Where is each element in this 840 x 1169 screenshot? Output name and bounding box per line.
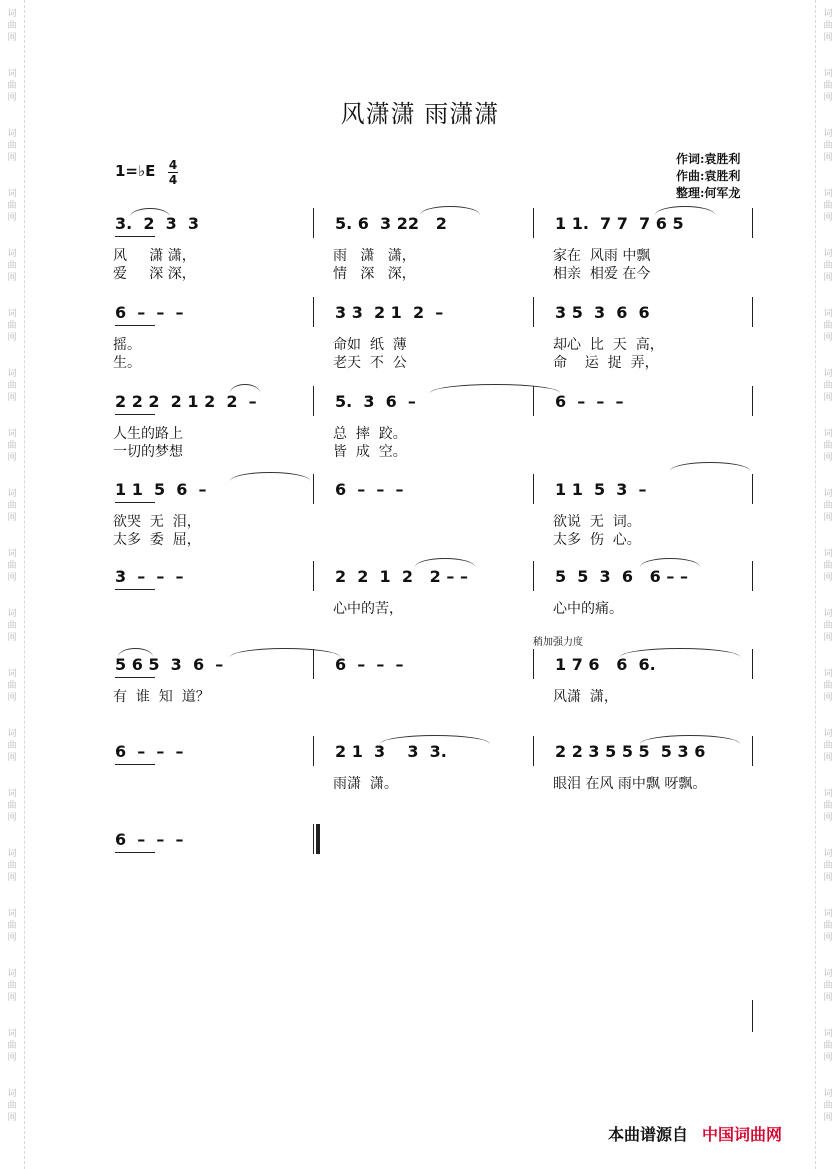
watermark-glyph: 词 曲 网 (823, 669, 833, 703)
watermark-glyph: 词 曲 网 (7, 729, 17, 763)
lyric-verse-1: 心中的苦， (333, 601, 403, 617)
lyric-verse-2: 太多 委 屈， (113, 532, 201, 548)
measure-notes: 2 2 3 5 5 5 5 3 6 (555, 742, 706, 761)
measure-notes: 1 1 5 3 – (555, 480, 647, 499)
lyric-verse-1: 欲说 无 词。 (553, 514, 641, 530)
watermark-glyph: 词 曲 网 (823, 129, 833, 163)
slur-mark (640, 558, 700, 567)
watermark-glyph: 词 曲 网 (7, 1029, 17, 1063)
lyric-verse-2: 爱 深 深， (113, 266, 196, 282)
lyric-verse-1: 总 摔 跤。 (333, 426, 407, 442)
watermark-glyph: 词 曲 网 (823, 429, 833, 463)
barline-stub (752, 1000, 753, 1032)
barline (533, 561, 534, 591)
song-title: 风潇潇 雨潇潇 (340, 100, 500, 128)
lyric-verse-1: 却心 比 天 高， (553, 337, 664, 353)
composer-credit: 作曲:袁胜利 (676, 169, 741, 183)
watermark-glyph: 词 曲 网 (823, 729, 833, 763)
measure-notes: 5. 6 3 22 2 (335, 214, 447, 233)
lyric-verse-1: 眼泪 在风 雨中飘 呀飘。 (553, 776, 707, 792)
beam-line (115, 414, 155, 415)
measure-notes: 2 1 3 3 3. (335, 742, 447, 761)
barline (752, 208, 753, 238)
arranger-credit: 整理:何军龙 (676, 186, 741, 200)
barline (533, 736, 534, 766)
measure-notes: 3 5 3 6 6 (555, 303, 650, 322)
lyric-verse-1: 命如 纸 薄 (333, 337, 407, 353)
beam-line (115, 764, 155, 765)
slur-mark (230, 472, 310, 481)
lyric-verse-2: 老天 不 公 (333, 355, 407, 371)
watermark-glyph: 词 曲 网 (7, 549, 17, 583)
barline (752, 649, 753, 679)
barline (752, 736, 753, 766)
barline (313, 736, 314, 766)
measure-notes: 1 1 5 6 – (115, 480, 207, 499)
watermark-glyph: 词 曲 网 (7, 309, 17, 343)
lyric-verse-1: 风潇 潇， (553, 689, 618, 705)
lyric-verse-2: 相亲 相爱 在今 (553, 266, 651, 282)
beam-line (115, 236, 155, 237)
lyric-verse-1: 摇。 (113, 337, 141, 353)
key-signature: 1=♭E (115, 162, 156, 180)
beam-line (115, 502, 155, 503)
measure-notes: 1 1. 7 7 7 6 5 (555, 214, 684, 233)
measure-notes: 5. 3 6 – (335, 392, 416, 411)
watermark-glyph: 词 曲 网 (7, 369, 17, 403)
final-barline (316, 824, 320, 854)
measure-notes: 2 2 2 2 1 2 2 – (115, 392, 257, 411)
source-site-link[interactable]: 中国词曲网 (702, 1125, 783, 1144)
beam-line (115, 325, 155, 326)
watermark-glyph: 词 曲 网 (7, 789, 17, 823)
lyric-verse-2: 情 深 深， (333, 266, 416, 282)
slur-mark (380, 735, 490, 744)
lyric-verse-2: 太多 伤 心。 (553, 532, 641, 548)
measure-notes: 6 – – – (115, 742, 184, 761)
lyric-verse-2: 生。 (113, 355, 141, 371)
barline (533, 208, 534, 238)
measure-notes: 5 6 5 3 6 – (115, 655, 224, 674)
watermark-glyph: 词 曲 网 (823, 549, 833, 583)
measure-notes: 3 3 2 1 2 – (335, 303, 444, 322)
beam-line (115, 677, 155, 678)
time-signature-bottom: 4 (168, 173, 178, 187)
watermark-glyph: 词 曲 网 (7, 969, 17, 1003)
lyric-verse-1: 风 潇 潇， (113, 248, 196, 264)
watermark-glyph: 词 曲 网 (7, 609, 17, 643)
watermark-glyph: 词 曲 网 (823, 369, 833, 403)
watermark-glyph: 词 曲 网 (823, 9, 833, 43)
watermark-glyph: 词 曲 网 (7, 849, 17, 883)
lyric-verse-1: 心中的痛。 (553, 601, 623, 617)
barline (533, 297, 534, 327)
lyric-verse-2: 命 运 捉 弄， (553, 355, 659, 371)
watermark-glyph: 词 曲 网 (823, 309, 833, 343)
watermark-glyph: 词 曲 网 (7, 129, 17, 163)
measure-notes: 3. 2 3 3 (115, 214, 200, 233)
watermark-glyph: 词 曲 网 (823, 909, 833, 943)
beam-line (115, 852, 155, 853)
barline (752, 386, 753, 416)
watermark-glyph: 词 曲 网 (823, 489, 833, 523)
barline (313, 561, 314, 591)
dynamic-marking: 稍加强力度 (533, 637, 583, 648)
watermark-glyph: 词 曲 网 (823, 1089, 833, 1123)
lyric-verse-1: 雨 潇 潇， (333, 248, 416, 264)
watermark-glyph: 词 曲 网 (823, 189, 833, 223)
measure-notes: 6 – – – (335, 655, 404, 674)
barline (313, 208, 314, 238)
barline (313, 824, 314, 854)
lyric-verse-1: 雨潇 潇。 (333, 776, 398, 792)
credits (676, 151, 740, 202)
lyric-verse-2: 皆 成 空。 (333, 444, 407, 460)
measure-notes: 5 5 3 6 6 – – (555, 567, 688, 586)
slur-mark (415, 558, 475, 567)
watermark-glyph: 词 曲 网 (7, 249, 17, 283)
barline (752, 474, 753, 504)
watermark-glyph: 词 曲 网 (7, 429, 17, 463)
slur-mark (230, 384, 260, 393)
watermark-glyph: 词 曲 网 (823, 849, 833, 883)
watermark-glyph: 词 曲 网 (7, 669, 17, 703)
time-signature-top: 4 (168, 158, 178, 172)
lyric-verse-1: 人生的路上 (113, 426, 183, 442)
watermark-glyph: 词 曲 网 (7, 69, 17, 103)
watermark-glyph: 词 曲 网 (823, 249, 833, 283)
lyricist-credit: 作词:袁胜利 (676, 152, 741, 166)
time-signature (168, 158, 178, 187)
measure-notes: 6 – – – (115, 830, 184, 849)
slur-mark (655, 206, 715, 215)
barline (533, 474, 534, 504)
slur-mark (118, 648, 153, 657)
watermark-glyph: 词 曲 网 (823, 69, 833, 103)
slur-mark (620, 648, 740, 657)
slur-mark (430, 384, 560, 393)
barline (752, 561, 753, 591)
watermark-glyph: 词 曲 网 (7, 1089, 17, 1123)
barline (313, 474, 314, 504)
measure-notes: 6 – – – (335, 480, 404, 499)
lyric-verse-2: 一切的梦想 (113, 444, 183, 460)
slur-mark (670, 462, 750, 471)
measure-notes: 3 – – – (115, 567, 184, 586)
slur-mark (130, 208, 170, 217)
source-credit (608, 1122, 782, 1145)
barline (533, 649, 534, 679)
slur-mark (640, 735, 740, 744)
measure-notes: 6 – – – (115, 303, 184, 322)
source-prefix: 本曲谱源自 (608, 1125, 689, 1144)
watermark-glyph: 词 曲 网 (823, 1029, 833, 1063)
watermark-glyph: 词 曲 网 (823, 789, 833, 823)
lyric-verse-1: 有 谁 知 道？ (113, 689, 210, 705)
beam-line (115, 589, 155, 590)
watermark-glyph: 词 曲 网 (7, 909, 17, 943)
watermark-glyph: 词 曲 网 (7, 489, 17, 523)
measure-notes: 1 7 6 6 6. (555, 655, 656, 674)
lyric-verse-1: 家在 风雨 中飘 (553, 248, 651, 264)
lyric-verse-1: 欲哭 无 泪， (113, 514, 201, 530)
barline (313, 297, 314, 327)
measure-notes: 6 – – – (555, 392, 624, 411)
barline (752, 297, 753, 327)
measure-notes: 2 2 1 2 2 – – (335, 567, 468, 586)
watermark-glyph: 词 曲 网 (823, 609, 833, 643)
slur-mark (230, 648, 340, 657)
watermark-glyph: 词 曲 网 (7, 9, 17, 43)
watermark-glyph: 词 曲 网 (823, 969, 833, 1003)
watermark-glyph: 词 曲 网 (7, 189, 17, 223)
barline (313, 386, 314, 416)
slur-mark (420, 206, 480, 215)
